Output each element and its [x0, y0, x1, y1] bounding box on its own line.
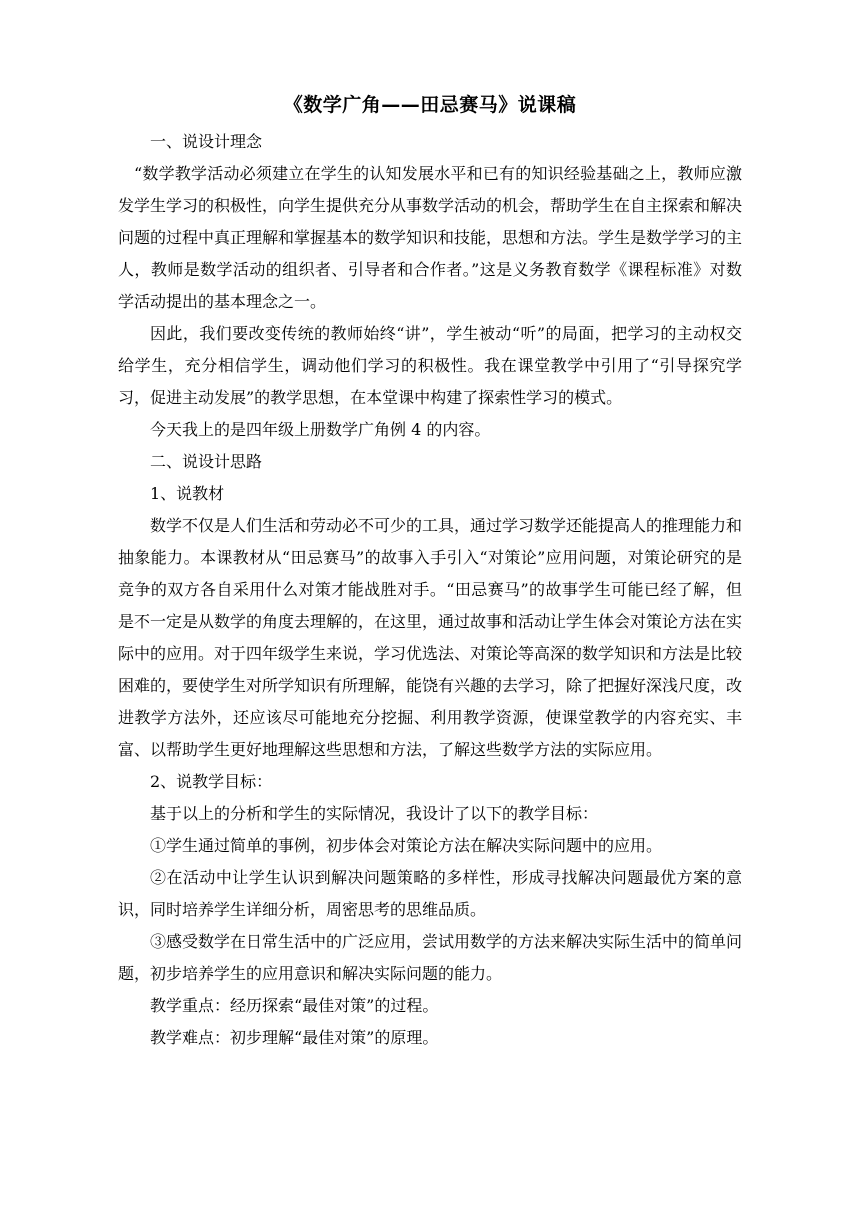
subsection-heading-textbook: 1、说教材 — [150, 484, 225, 503]
objective-item-2: ②在活动中让学生认识到解决问题策略的多样性，形成寻找解决问题最优方案的意识，同时培养学生详细分析，周密思考的思维品质。 — [118, 868, 742, 919]
section-heading-design-concept: 一、说设计理念 — [150, 132, 263, 151]
paragraph-curriculum-quote: “数学教学活动必须建立在学生的认知发展水平和已有的知识经验基础之上，教师应激发学生学习的积极性，向学生提供充分从事数学活动的机会，帮助学生在自主探索和解决问题的过程中真正理解和掌握基本的数学知识和技能，思想和方法。学生是数学学习的主人，教师是数学活动的组织者、引导者和合作者。”这是义务教育数学《课程标准》对数学活动提出的基本理念之一。 — [118, 164, 743, 311]
paragraph-objectives-intro: 基于以上的分析和学生的实际情况，我设计了以下的教学目标： — [150, 804, 599, 823]
objective-item-3: ③感受数学在日常生活中的广泛应用，尝试用数学的方法来解决实际生活中的简单问题，初步培养学生的应用意识和解决实际问题的能力。 — [118, 932, 743, 983]
document-title: 《数学广角——田忌赛马》说课稿 — [283, 94, 577, 116]
subsection-heading-objectives: 2、说教学目标： — [150, 772, 273, 791]
teaching-key-point: 教学重点：经历探索“最佳对策”的过程。 — [150, 996, 439, 1015]
paragraph-lesson-content: 今天我上的是四年级上册数学广角例 4 的内容。 — [150, 420, 491, 439]
paragraph-teaching-change: 因此，我们要改变传统的教师始终“讲”，学生被动“听”的局面，把学习的主动权交给学生，充分相信学生，调动他们学习的积极性。我在课堂教学中引用了“引导探究学习，促进主动发展”的教学思想，在本堂课中构建了探索性学习的模式。 — [118, 324, 742, 407]
paragraph-textbook-analysis: 数学不仅是人们生活和劳动必不可少的工具，通过学习数学还能提高人的推理能力和抽象能力。本课教材从“田忌赛马”的故事入手引入“对策论”应用问题，对策论研究的是竞争的双方各自采用什么对策才能战胜对手。“田忌赛马”的故事学生可能已经了解，但是不一定是从数学的角度去理解的，在这里，通过故事和活动让学生体会对策论方法在实际中的应用。对于四年级学生来说，学习优选法、对策论等高深的数学知识和方法是比较困难的，要使学生对所学知识有所理解，能饶有兴趣的去学习，除了把握好深浅尺度，改进教学方法外，还应该尽可能地充分挖掘、利用教学资源，使课堂教学的内容充实、丰富、以帮助学生更好地理解这些思想和方法，了解这些数学方法的实际应用。 — [118, 516, 743, 759]
teaching-difficulty: 教学难点：初步理解“最佳对策”的原理。 — [150, 1028, 439, 1047]
section-heading-design-approach: 二、说设计思路 — [150, 452, 263, 471]
document-body — [118, 90, 742, 1054]
objective-item-1: ①学生通过简单的事例，初步体会对策论方法在解决实际问题中的应用。 — [150, 836, 663, 855]
